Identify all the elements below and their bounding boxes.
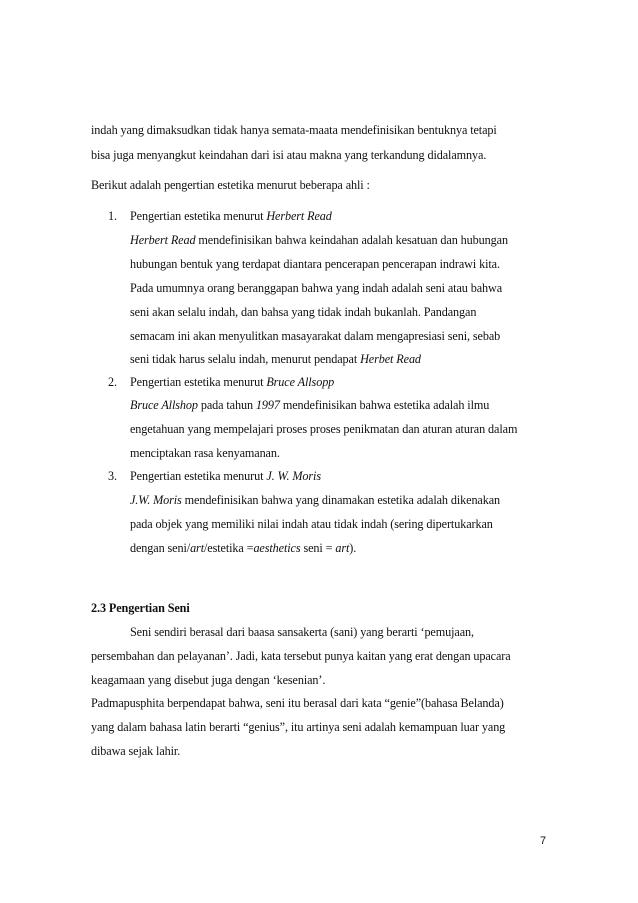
text-span: seni = <box>300 541 336 555</box>
list-number: 2. <box>108 375 117 389</box>
list-title-name: Herbert Read <box>266 209 332 223</box>
list-item-2-line-2: engetahuan yang mempelajari proses proses penikmatan dan aturan aturan dalam <box>130 422 518 436</box>
list-item-2-title <box>108 374 334 390</box>
section-heading: 2.3 Pengertian Seni <box>91 601 190 615</box>
list-item-3-line-1 <box>130 492 500 508</box>
list-title-name: Bruce Allsopp <box>266 375 335 389</box>
term: art <box>190 541 204 555</box>
list-title-prefix: Pengertian estetika menurut <box>130 375 267 389</box>
list-title-name: J. W. Moris <box>266 469 321 483</box>
list-item-3-line-3 <box>130 540 356 556</box>
list-item-1-line-3: Pada umumnya orang beranggapan bahwa yang indah adalah seni atau bahwa <box>130 281 503 295</box>
author-name: Bruce Allshop <box>130 398 198 412</box>
author-name: Herbert Read <box>130 233 196 247</box>
author-name: J.W. Moris <box>130 493 182 507</box>
list-item-2-line-1 <box>130 397 489 413</box>
list-item-1-line-5: semacam ini akan menyulitkan masayarakat dalam mengapresiasi seni, sebab <box>130 329 501 343</box>
text-span: /estetika = <box>204 541 254 555</box>
term: art <box>335 541 350 555</box>
section-p1-line-1: Seni sendiri berasal dari baasa sansakerta (sani) yang berarti ‘pemujaan, <box>130 625 474 639</box>
term: aesthetics <box>253 541 301 555</box>
author-name: Herbet Read <box>360 352 421 366</box>
text-span: mendefinisikan bahwa estetika adalah ilmu <box>279 398 490 412</box>
year: 1997 <box>255 398 280 412</box>
list-item-3-title <box>108 468 321 484</box>
list-item-2-line-3: menciptakan rasa kenyamanan. <box>130 446 280 460</box>
text-span: dengan seni/ <box>130 541 191 555</box>
list-item-1-line-4: seni akan selalu indah, dan bahsa yang tidak indah bukanlah. Pandangan <box>130 305 477 319</box>
text-span: pada tahun <box>197 398 256 412</box>
list-item-1-line-1 <box>130 232 508 248</box>
text-span: ). <box>349 541 357 555</box>
list-item-1-line-2: hubungan bentuk yang terdapat diantara pencerapan pencerapan indrawi kita. <box>130 257 500 271</box>
text-span: seni tidak harus selalu indah, menurut pendapat <box>130 352 361 366</box>
berikut-line: Berikut adalah pengertian estetika menurut beberapa ahli : <box>91 178 370 192</box>
text-span: mendefinisikan bahwa keindahan adalah kesatuan dan hubungan <box>195 233 508 247</box>
list-item-1-line-6 <box>130 351 421 367</box>
section-p2-line-2: yang dalam bahasa latin berarti “genius”, itu artinya seni adalah kemampuan luar yang <box>91 720 506 734</box>
list-title-prefix: Pengertian estetika menurut <box>130 469 267 483</box>
list-title-prefix: Pengertian estetika menurut <box>130 209 267 223</box>
section-p1-line-3: keagamaan yang disebut juga dengan ‘kesenian’. <box>91 673 326 687</box>
list-item-1-title <box>108 208 332 224</box>
section-p2-line-3: dibawa sejak lahir. <box>91 744 181 758</box>
list-item-3-line-2: pada objek yang memiliki nilai indah atau tidak indah (sering dipertukarkan <box>130 517 493 531</box>
intro-line-1: indah yang dimaksudkan tidak hanya semata-maata mendefinisikan bentuknya tetapi <box>91 123 497 137</box>
intro-line-2: bisa juga menyangkut keindahan dari isi atau makna yang terkandung didalamnya. <box>91 148 487 162</box>
section-p2-line-1: Padmapusphita berpendapat bahwa, seni itu berasal dari kata “genie”(bahasa Belanda) <box>91 696 504 710</box>
text-span: mendefinisikan bahwa yang dinamakan estetika adalah dikenakan <box>181 493 501 507</box>
page-number: 7 <box>540 835 547 847</box>
list-number: 1. <box>108 209 117 223</box>
list-number: 3. <box>108 469 117 483</box>
section-p1-line-2: persembahan dan pelayanan’. Jadi, kata tersebut punya kaitan yang erat dengan upacara <box>91 649 511 663</box>
